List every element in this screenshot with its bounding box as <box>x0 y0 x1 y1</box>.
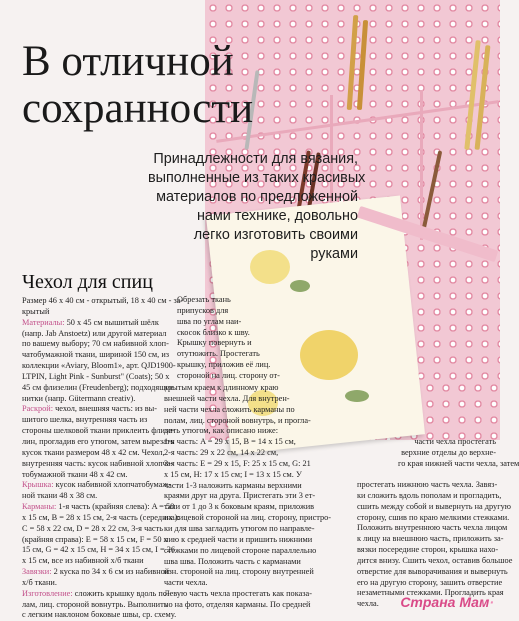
watermark-logo <box>400 594 494 610</box>
text-line: нитки (напр. Gütermann creativ). <box>22 393 136 403</box>
text-line: ной ткани 48 х 38 см. <box>22 491 98 501</box>
text-line: вязки посередине сторон, крышка нахо- <box>357 545 499 555</box>
text-line: Обрезать ткань <box>177 295 231 304</box>
text-line: краями друг на друга. Пристегать эти 3 ет- <box>164 491 316 501</box>
text-line: отутюжить. Простегать <box>177 349 260 359</box>
keyword-label: Завязки: <box>22 567 52 577</box>
keyword-label: Материалы: <box>22 317 65 327</box>
text-line: кусок ткани размером 48 х 42 см. Чехол, <box>22 447 165 457</box>
text-line: 2-я часть: 29 х 22 см, 14 х 22 см, <box>164 448 279 458</box>
title-line: В отличной <box>22 38 234 85</box>
lead-line: руками <box>310 246 358 262</box>
text-line: простегать нижнюю часть чехла. Завяз- <box>357 480 498 489</box>
text-line: х 15 см, все из набивной х/б ткани <box>22 556 144 566</box>
text-line: 3-я часть: E = 29 х 15, F: 25 х 15 см, G: 21 <box>164 458 311 468</box>
text-line: чехла. <box>357 599 379 609</box>
keyword-label: Раскрой: <box>22 404 54 414</box>
text-line: верхние отделы до верхне- <box>401 447 496 457</box>
text-line: го края нижней части чехла, затем <box>398 458 519 468</box>
text-line: крытый <box>22 306 50 316</box>
text-line: тали от 1 до 3 к боковым краям, приложив <box>164 502 315 512</box>
text-line: сшить между собой и вывернуть на другую <box>357 501 511 511</box>
lead-line: материалов по предложенной <box>156 189 358 205</box>
text-line: внутренняя часть: кусок набивной хлопча- <box>22 458 174 468</box>
text-line: по вашему выбору; 70 см набивной хлоп- <box>22 339 169 349</box>
text-line: х 15 см, B = 28 х 15 см, 2-я часть (середина): <box>22 512 180 522</box>
text-line: Карманы: 1-я часть (крайняя слева): A = 58 <box>22 502 175 512</box>
text-line: шва по углам наи- <box>177 316 242 326</box>
text-line: к лицу на внешнюю часть, приложить за- <box>357 534 504 544</box>
column-4 <box>398 437 519 470</box>
text-line: 1-я часть: A = 29 х 15, B = 14 х 15 см, <box>164 437 296 447</box>
text-line: их лицевой стороной на лиц. сторону, пристро- <box>164 513 332 523</box>
keyword-label: Карманы: <box>22 502 57 512</box>
text-line: Материалы: 50 х 45 см вышитый шёлк <box>22 317 159 327</box>
text-line: ней части чехла сложить карманы по <box>164 404 295 414</box>
text-line: Положить внутреннюю часть чехла лицом <box>357 523 508 533</box>
text-line: незаметными стежками. Прогладить края <box>357 588 504 598</box>
keyword-label: Крышка: <box>22 480 54 490</box>
text-line: стороны шелковой ткани приклеить флизе- <box>22 426 175 436</box>
text-line: с легким наклоном боковые швы, ср. схему. <box>22 610 177 620</box>
pocket-seam <box>420 90 423 240</box>
text-line: Завязки: 2 куска по 34 х 6 см из набивной <box>22 567 170 577</box>
text-line: его на другую сторону, зашить отверстие <box>357 577 503 587</box>
text-line: 15 см, G = 42 х 15 см, H = 34 х 15 см, I = 26 <box>22 545 176 555</box>
lead-line: легко изготовить своими <box>193 227 358 243</box>
text-line: (крайняя справа): E = 58 х 15 см, F = 50 х <box>22 534 168 544</box>
text-line: LTPIN, Light Pink - Sunburst" (Coats); 50 х <box>22 371 170 381</box>
lead-line: Принадлежности для вязания, <box>153 151 358 167</box>
text-line: (напр. Jab Anstoetz) или другой материал <box>22 328 167 338</box>
text-line: нию к средней части и пришить нижними <box>164 534 313 544</box>
text-line: внешней части чехла. Для внутрен- <box>164 393 290 403</box>
text-line: шитого шелка, внутренняя часть из <box>22 415 148 425</box>
text-line: лин, прогладив его утюгом, затем вырезать <box>22 436 174 446</box>
text-line: Размер 46 х 40 см - открытый, 18 х 40 см - за- <box>22 296 184 305</box>
column-2 <box>177 295 280 382</box>
lead-line: выполненные из таких красивых <box>148 170 366 186</box>
text-line: коллекции «Aviary, Bloom1», арт. QJD1900- <box>22 361 176 371</box>
leaf <box>290 280 310 292</box>
text-line: изн. стороной на лиц. сторону внутренней <box>164 567 314 577</box>
text-line: отверстие для выворачивания и вывернуть <box>357 566 508 576</box>
text-line: дится внизу. Сшить чехол, оставив большое <box>357 555 513 565</box>
lead-paragraph <box>148 150 366 264</box>
watermark-accent: · <box>489 594 494 610</box>
text-line: Крышка: кусок набивной хлопчатобумаж- <box>22 480 171 490</box>
text-line: крышку, приложив её лиц. <box>177 360 271 370</box>
text-line: ки для шва загладить утюгом по направле- <box>164 523 315 533</box>
text-line: сторону, сшив по краю мелкими стежками. <box>357 512 510 522</box>
text-line: х/б ткани. <box>22 577 57 587</box>
text-line: но на фото, отделяя карманы. По средней <box>164 599 311 609</box>
text-line: ки сложить вдоль пополам и прогладить, <box>357 490 502 500</box>
text-line: шва шва. Положить часть с карманами <box>164 556 301 566</box>
column-5 <box>357 480 513 610</box>
text-line: х 15 см, H: 17 х 15 см; I = 13 х 15 см. У <box>164 469 302 479</box>
rose <box>300 330 358 380</box>
text-line: части 1-3 наложить карманы верхними <box>164 480 302 490</box>
text-line: стежками по лицевой стороне параллельно <box>164 545 317 555</box>
text-line: дить утюгом, как описано ниже: <box>164 426 279 436</box>
text-line: Изготовление: сложить крышку вдоль по- <box>22 588 170 598</box>
text-line: скосок близко к шву. <box>177 327 250 337</box>
text-line: припусков для <box>177 305 229 315</box>
lead-line: нами технике, довольно <box>196 208 358 224</box>
watermark-text: Страна Мам <box>400 594 490 610</box>
text-line: крытым краем к длинному краю <box>164 383 279 392</box>
text-line: Левую часть чехла простегать как показа- <box>164 589 313 599</box>
text-line: Раскрой: чехол, внешняя часть: из вы- <box>22 404 157 414</box>
text-line: лам, лиц. стороной вовнутрь. Выполнить <box>22 599 168 609</box>
text-line: чатобумажной ткани, шириной 150 см, из <box>22 350 170 360</box>
title-line: сохранности <box>22 85 254 132</box>
text-line: 45 см флизелин (Freudenberg); подходящие <box>22 382 174 392</box>
page-title <box>22 38 253 132</box>
text-line: части чехла. <box>164 578 208 588</box>
keyword-label: Изготовление: <box>22 588 73 598</box>
text-line: стороной на лиц. сторону от- <box>177 370 280 380</box>
text-line: Крышку повернуть и <box>177 338 252 348</box>
section-title: Чехол для спиц <box>22 271 153 293</box>
text-line: C = 58 х 22 см, D = 28 х 22 см, 3-я часть <box>22 523 164 533</box>
text-line: полам, лиц. стороной вовнутрь, и прогла- <box>164 415 311 425</box>
text-line: части чехла простегать <box>414 437 496 446</box>
text-line: тобумажной ткани 48 х 42 см. <box>22 469 128 479</box>
